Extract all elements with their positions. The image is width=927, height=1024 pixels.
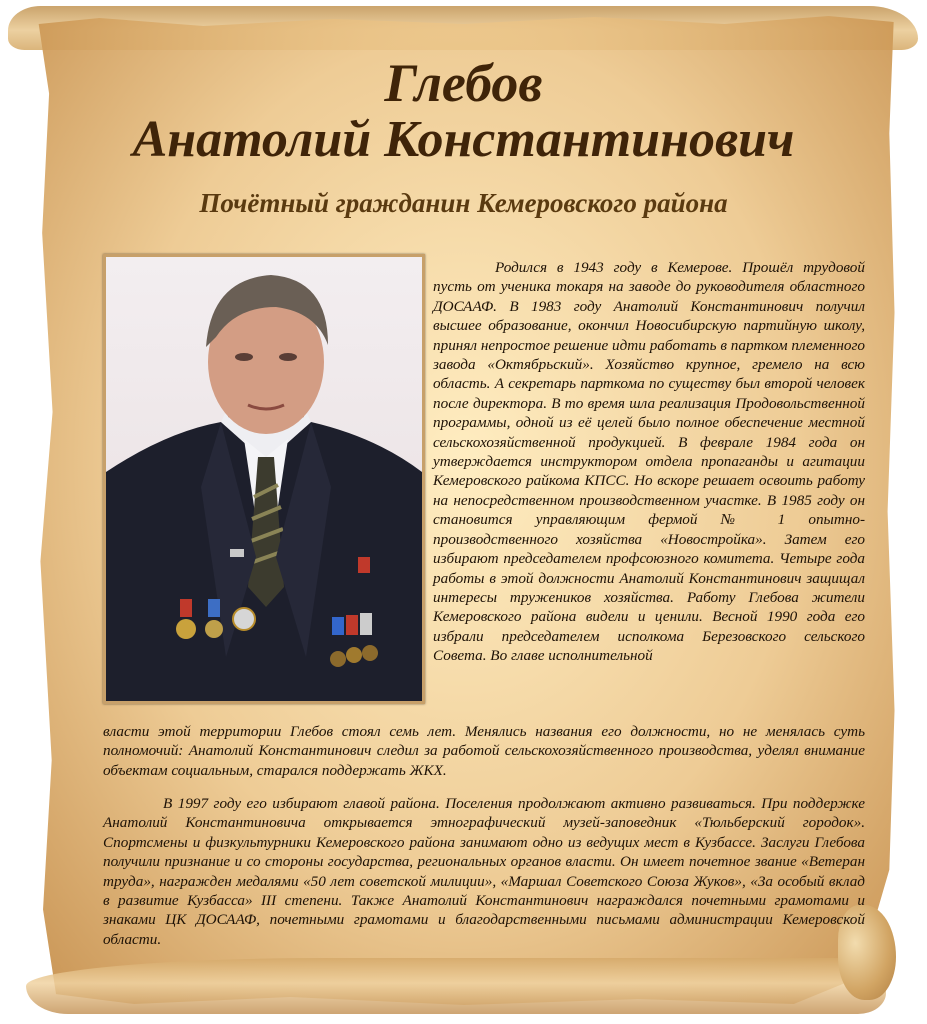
biography-paragraph-1: Родился в 1943 году в Кемерове. Прошёл трудовой пусть от ученика токаря на заводе до руководителя областного ДОСААФ. В 1983 году Анатолий Константинович получил высшее образование, окончил Новосибирскую партийную школу, принял непростое решение идти работать в партком племенного завода «Октябрьский». Хозяйство крупное, гремело на всю область. А секретарь парткома по существу был второй человек после директора. В то время шла реализация Продовольственной программы, одной из её целей было полное обеспечение местной сельскохозяйственной продукцией. В феврале 1984 года он утверждается инструктором отдела пропаганды и агитации Кемеровского райкома КПСС. Но вскоре решает освоить работу на непосредственном производственном участке. В 1985 году он становится управляющим фермой № 1 опытно-производственного хозяйства «Новостройка». Затем его избирают председателем профсоюзного комитета. Четыре года работы в этой должности Анатолий Константинович защищал интересы тружеников хозяйства. Работу Глебова жители Кемеровского района видели и ценили. Весной 1990 года его избрали председателем исполкома Березовского сельского Совета. Во главе исполнительной bbox=[433, 259, 865, 665]
surname-title: Глебов bbox=[384, 53, 543, 113]
portrait-illustration bbox=[106, 257, 422, 701]
portrait-photo bbox=[106, 257, 422, 701]
given-name-title: Анатолий Константинович bbox=[132, 111, 795, 168]
biography-paragraph-2: власти этой территории Глебов стоял семь лет. Менялись названия его должности, но не менялась суть полномочий: Анатолий Константинович следил за работой сельскохозяйственного производства, уделял внимание объектам социальным, старался поддержать ЖКХ. bbox=[103, 723, 865, 779]
scroll-bottom-curl bbox=[26, 958, 886, 1014]
biography-paragraph-3: В 1997 году его избирают главой района. Поселения продолжают активно развиваться. При поддержке Анатолий Константиновича открывается этнографический музей-заповедник «Тюльберский городок». Спортсмены и физкультурники Кемеровского района занимают одно из ведущих мест в Кузбассе. Заслуги Глебова получили признание и со стороны государства, региональных органов власти. Он имеет почетное звание «Ветеран труда», награжден медалями «50 лет советской милиции», «Маршал Советского Союза Жуков», «За особый вклад в развитие Кузбасса» III степени. Также Анатолий Константинович награждался почетными грамотами и знаками ЦК ДОСААФ, почетными грамотами и благодарственными письмами администрации Кемеровской области. bbox=[103, 795, 865, 948]
honorary-subtitle: Почётный гражданин Кемеровского района bbox=[199, 188, 728, 218]
portrait-frame bbox=[103, 254, 425, 704]
